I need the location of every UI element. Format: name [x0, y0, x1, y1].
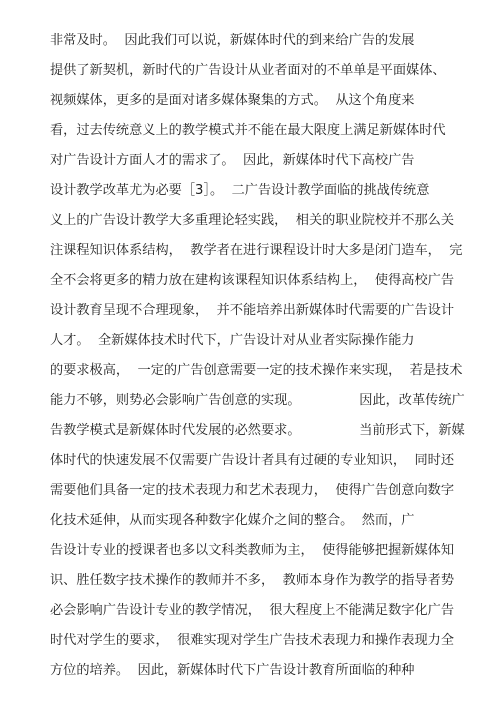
- text-line: 告设计专业的授课者也多以文科类教师为主， 使得能够把握新媒体知: [50, 543, 455, 558]
- text-line: 方位的培养。 因此，新媒体时代下广告设计教育所面临的种种: [50, 663, 415, 678]
- text-line: 非常及时。 因此我们可以说，新媒体时代的到来给广告的发展: [50, 33, 415, 48]
- text-line: 义上的广告设计教学大多重理论轻实践， 相关的职业院校并不那么关: [50, 213, 455, 228]
- text-line: 全不会将更多的精力放在建构该课程知识体系结构上， 使得高校广告: [50, 273, 455, 288]
- text-line: 注课程知识体系结构， 教学者在进行课程设计时大多是闭门造车， 完: [50, 243, 463, 258]
- text-line: 的要求极高， 一定的广告创意需要一定的技术操作来实现， 若是技术: [50, 363, 463, 378]
- text-line: 需要他们具备一定的技术表现力和艺术表现力， 使得广告创意向数字: [50, 483, 455, 498]
- text-line: 人才。 全新媒体技术时代下，广告设计对从业者实际操作能力: [50, 333, 415, 348]
- text-line: 化技术延伸，从而实现各种数字化媒介之间的整合。 然而，广: [50, 513, 415, 528]
- text-line: 设计教育呈现不合理现象， 并不能培养出新媒体时代需要的广告设计: [50, 303, 455, 318]
- text-line: 看，过去传统意义上的教学模式并不能在最大限度上满足新媒体时代: [50, 123, 446, 138]
- text-line: 必会影响广告设计专业的教学情况， 很大程度上不能满足数字化广告: [50, 603, 455, 618]
- text-line: 视频媒体，更多的是面对诸多媒体聚集的方式。 从这个角度来: [50, 93, 415, 108]
- text-line: 识、胜任数字技术操作的教师并不多， 教师本身作为教学的指导者势: [50, 573, 455, 588]
- text-line: 提供了新契机，新时代的广告设计从业者面对的不单单是平面媒体、: [50, 63, 446, 78]
- text-line: 对广告设计方面人才的需求了。 因此，新媒体时代下高校广告: [50, 153, 415, 168]
- text-line: 体时代的快速发展不仅需要广告设计者具有过硬的专业知识， 同时还: [50, 453, 455, 468]
- text-line: 设计教学改革尤为必要［3］。 二广告设计教学面临的挑战传统意: [50, 183, 430, 198]
- text-line: 时代对学生的要求， 很难实现对学生广告技术表现力和操作表现力全: [50, 633, 455, 648]
- text-line: 能力不够，则势必会影响广告创意的实现。 因此，改革传统广: [50, 393, 465, 408]
- text-line: 告教学模式是新媒体时代发展的必然要求。 当前形式下，新媒: [50, 423, 465, 438]
